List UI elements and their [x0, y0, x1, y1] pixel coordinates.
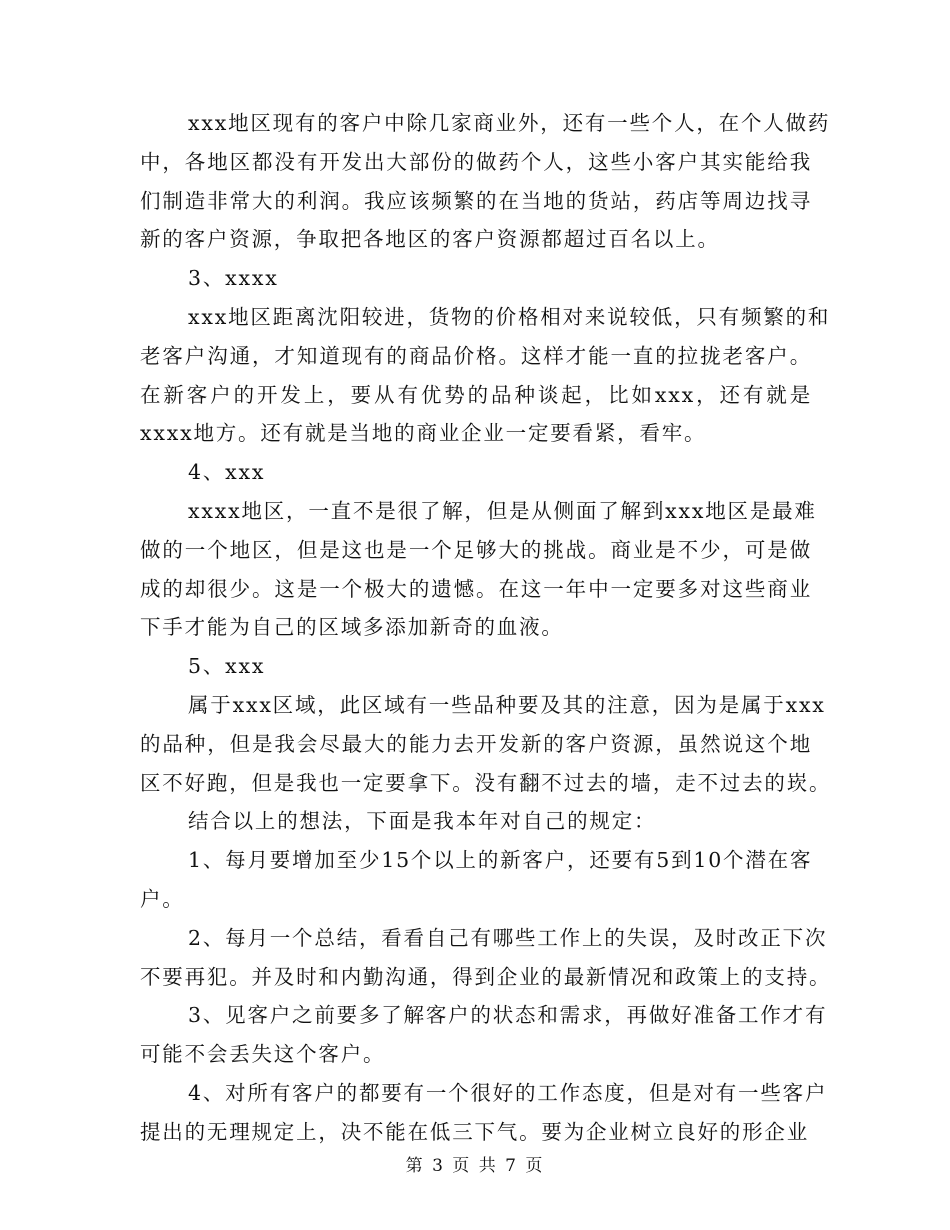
paragraph [140, 104, 831, 259]
text-line: 不要再犯。并及时和内勤沟通，得到企业的最新情况和政策上的支持。 [140, 964, 832, 989]
text-line: 4、对所有客户的都要有一个很好的工作态度，但是对有一些客户 [188, 1080, 828, 1105]
heading-text: 3、xxxx [188, 266, 279, 291]
list-item [140, 841, 812, 919]
text-line: 在新客户的开发上，要从有优势的品种谈起，比如xxx，还有就是 [140, 382, 812, 407]
text-line: xxx地区现有的客户中除几家商业外，还有一些个人，在个人做药 [188, 111, 831, 135]
text-line: 中，各地区都没有开发出大部份的做药个人，这些小客户其实能给我 [140, 149, 812, 174]
list-item [140, 919, 832, 997]
section-heading [140, 259, 812, 298]
section-heading [140, 453, 812, 492]
text-line: 1、每月要增加至少15个以上的新客户，还要有5到10个潜在客 [188, 848, 813, 873]
text-line: 新的客户资源，争取把各地区的客户资源都超过百名以上。 [140, 227, 720, 252]
paragraph [140, 492, 817, 647]
text-line: 下手才能为自己的区域多添加新奇的血液。 [140, 615, 564, 640]
text-line: 老客户沟通，才知道现有的商品价格。这样才能一直的拉拢老客户。 [140, 343, 812, 368]
list-item [140, 1074, 828, 1152]
page-number-footer: 第 3 页 共 7 页 [405, 1156, 545, 1176]
heading-text: 5、xxx [188, 654, 266, 679]
paragraph [140, 802, 812, 841]
paragraph [140, 686, 832, 802]
text-line: 户。 [140, 886, 185, 911]
text-line: 做的一个地区，但是这也是一个足够大的挑战。商业是不少，可是做 [140, 537, 812, 562]
section-heading [140, 647, 812, 686]
text-line: 们制造非常大的利润。我应该频繁的在当地的货站，药店等周边找寻 [140, 188, 812, 213]
text-line: 可能不会丢失这个客户。 [140, 1042, 386, 1067]
text-line: 2、每月一个总结，看看自己有哪些工作上的失误，及时改正下次 [188, 925, 828, 950]
text-line: 提出的无理规定上，决不能在低三下气。要为企业树立良好的形企业 [140, 1119, 809, 1144]
text-line: xxxx地区，一直不是很了解，但是从侧面了解到xxx地区是最难 [188, 498, 817, 523]
text-line: xxx地区距离沈阳较进，货物的价格相对来说较低，只有频繁的和 [188, 304, 831, 329]
document-body [140, 104, 832, 1152]
text-line: 成的却很少。这是一个极大的遗憾。在这一年中一定要多对这些商业 [140, 576, 812, 601]
text-line: 3、见客户之前要多了解客户的状态和需求，再做好准备工作才有 [188, 1003, 828, 1028]
heading-text: 4、xxx [188, 460, 266, 485]
text-line: 区不好跑，但是我也一定要拿下。没有翻不过去的墙，走不过去的崁。 [140, 770, 832, 795]
list-item [140, 996, 828, 1074]
text-line: 结合以上的想法，下面是我本年对自己的规定： [188, 809, 657, 834]
text-line: xxxx地方。还有就是当地的商业企业一定要看紧，看牢。 [140, 421, 707, 446]
text-line: 的品种，但是我会尽最大的能力去开发新的客户资源，虽然说这个地 [140, 731, 812, 756]
text-line: 属于xxx区域，此区域有一些品种要及其的注意，因为是属于xxx [188, 692, 826, 717]
paragraph [140, 298, 831, 453]
